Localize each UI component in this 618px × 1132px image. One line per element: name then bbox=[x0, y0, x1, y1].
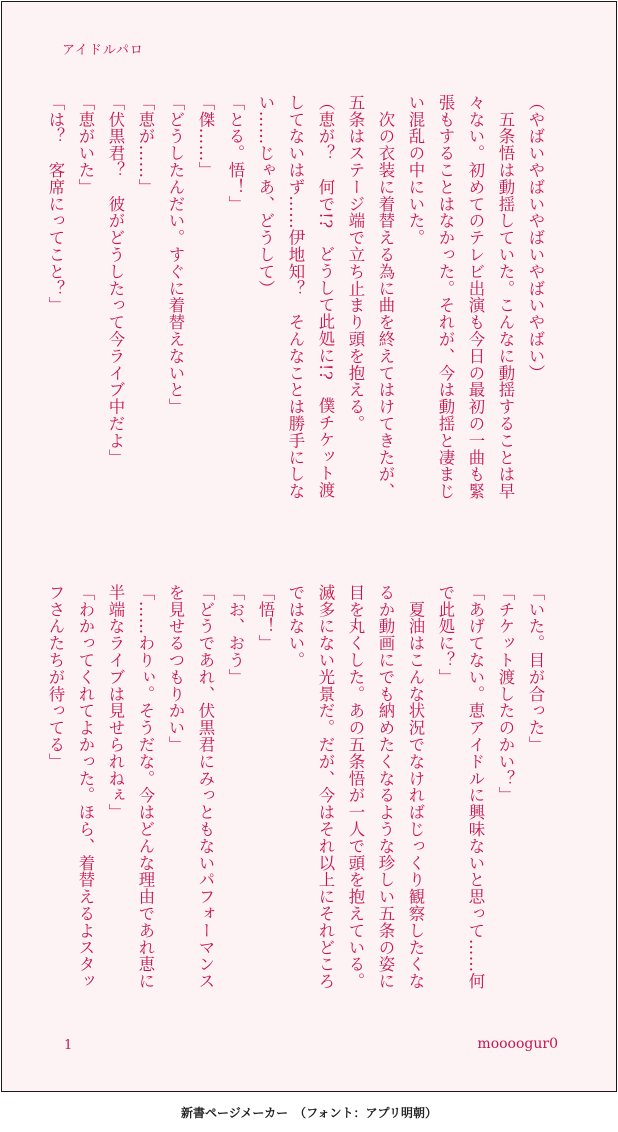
text-line: で此処に？」 bbox=[436, 584, 455, 686]
book-page bbox=[1, 1, 617, 1092]
text-line: してないはず……伊地知？ そんなことは勝手にしな bbox=[286, 94, 305, 500]
text-line: 「恵が……」 bbox=[136, 94, 155, 196]
text-line: 五条悟は動揺していた。こんなに動揺することは早 bbox=[496, 94, 515, 500]
text-line: フさんたちが待ってる」 bbox=[46, 584, 65, 770]
text-line: 「は？ 客席にってこと？」 bbox=[46, 94, 65, 314]
text-line: 「悟！」 bbox=[256, 584, 275, 652]
text-line: 「チケット渡したのかい？」 bbox=[496, 584, 515, 804]
text-line: 「傑……」 bbox=[196, 94, 215, 179]
text-line: 「どうしたんだい。すぐに着替えないと」 bbox=[166, 94, 185, 416]
text-line: 「伏黒君？ 彼がどうしたって今ライブ中だよ」 bbox=[106, 94, 125, 466]
text-line: 夏油はこんな状況でなければじっくり観察したくな bbox=[406, 584, 425, 990]
app-caption: 新書ページメーカー （フォント：アプリ明朝） bbox=[180, 1106, 438, 1120]
text-line: 「……わりぃ。そうだな。今はどんな理由であれ恵に bbox=[136, 584, 155, 990]
text-line: ではない。 bbox=[286, 584, 305, 669]
text-line: 滅多にない光景だ。だが、今はそれ以上にそれどころ bbox=[316, 584, 335, 990]
text-line: 張もすることはなかった。それが、今は動揺と凄まじ bbox=[436, 94, 455, 500]
text-line: い……じゃあ、どうして） bbox=[256, 94, 275, 297]
text-line: 次の衣装に着替える為に曲を終えてはけてきたが、 bbox=[376, 94, 395, 500]
text-line: 五条はステージ端で立ち止まり頭を抱える。 bbox=[346, 94, 365, 432]
text-line: 目を丸くした。あの五条悟が一人で頭を抱えている。 bbox=[346, 584, 365, 990]
text-line: （やばいやばいやばいやばいやばい） bbox=[526, 94, 545, 382]
text-line: 「とる。悟！」 bbox=[226, 94, 245, 213]
text-line: るか動画にでも納めたくなるような珍しい五条の姿に bbox=[376, 584, 395, 990]
text-line: 「お、おう」 bbox=[226, 584, 245, 686]
page-number: 1 bbox=[64, 1038, 73, 1053]
text-line: 「どうであれ、伏黒君にみっともないパフォーマンス bbox=[196, 584, 215, 990]
author-name: moooogur0 bbox=[477, 1036, 558, 1052]
text-line: 々ない。初めてのテレビ出演も今日の最初の一曲も緊 bbox=[466, 94, 485, 500]
text-column-top bbox=[40, 94, 550, 534]
page-title: アイドルパロ bbox=[62, 43, 144, 58]
text-line: 「わかってくれてよかった。ほら、着替えるよスタッ bbox=[76, 584, 95, 990]
text-column-bottom bbox=[40, 584, 550, 1024]
text-line: 「恵がいた」 bbox=[76, 94, 95, 196]
text-line: 「あげてない。恵アイドルに興味ないと思って……何 bbox=[466, 584, 485, 990]
text-line: を見せるつもりかい」 bbox=[166, 584, 185, 753]
text-line: 半端なライブは見せられねぇ」 bbox=[106, 584, 125, 821]
text-line: 「いた。目が合った」 bbox=[526, 584, 545, 753]
text-line: （恵が？ 何で!? どうして此処に!? 僕チケット渡 bbox=[316, 94, 335, 499]
text-line: い混乱の中にいた。 bbox=[406, 94, 425, 247]
